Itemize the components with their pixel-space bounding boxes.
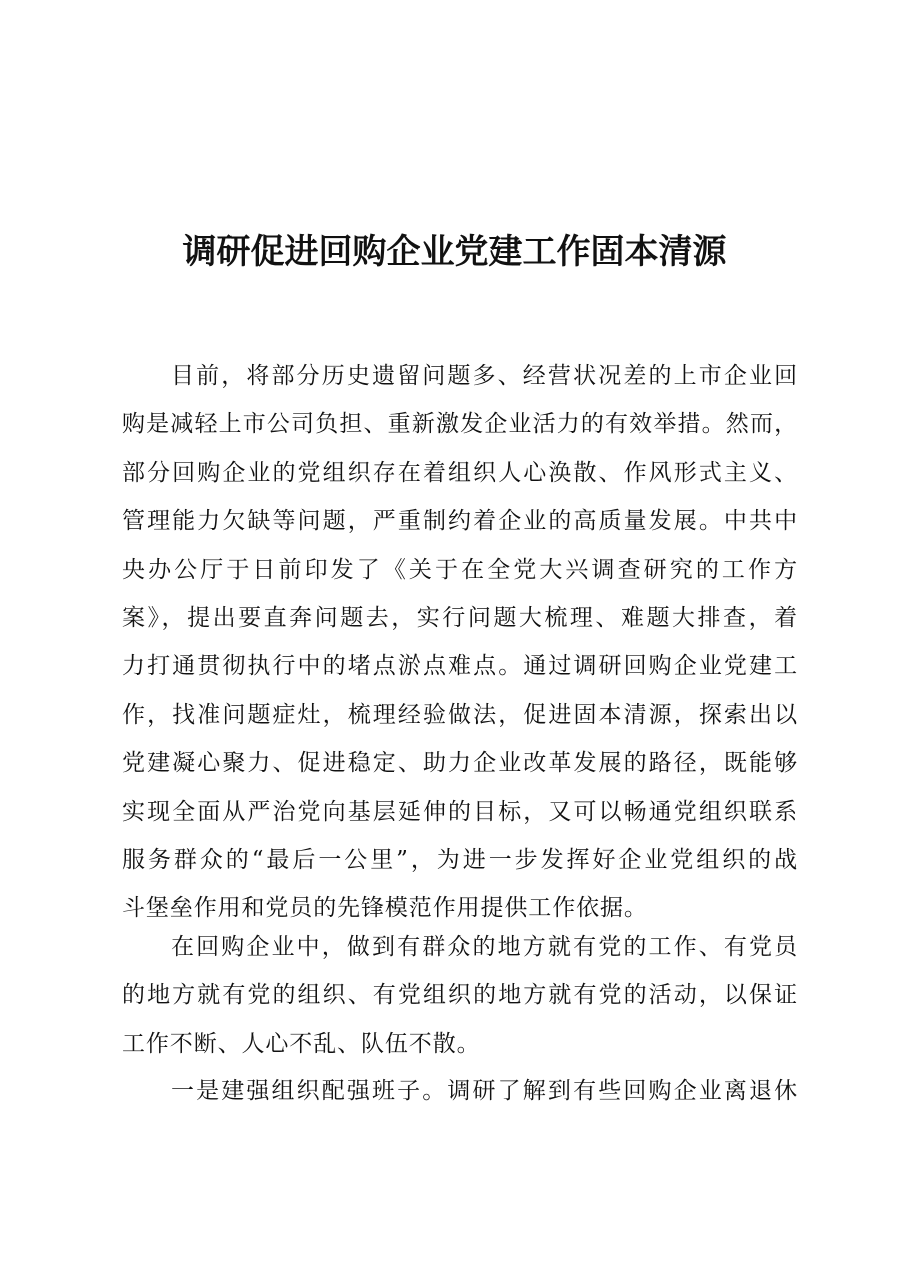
paragraph-line: 部分回购企业的党组织存在着组织人心涣散、作风形式主义、 <box>122 459 798 486</box>
paragraph-line: 案》，提出要直奔问题去，实行问题大梳理、难题大排查，着 <box>122 604 798 631</box>
paragraph-line: 一是建强组织配强班子。调研了解到有些回购企业离退休 <box>171 1078 798 1104</box>
paragraph-line: 工作不断、人心不乱、队伍不散。 <box>122 1030 481 1057</box>
paragraph-line: 购是减轻上市公司负担、重新激发企业活力的有效举措。然而， <box>122 411 798 438</box>
paragraph-line: 管理能力欠缺等问题，严重制约着企业的高质量发展。中共中 <box>122 508 798 535</box>
paragraph-line: 实现全面从严治党向基层延伸的目标，又可以畅通党组织联系 <box>122 798 798 825</box>
paragraph-point-one <box>122 1067 798 1115</box>
paragraph-line: 的地方就有党的组织、有党组织的地方就有党的活动，以保证 <box>122 982 798 1009</box>
paragraph-line: 目前，将部分历史遗留问题多、经营状况差的上市企业回 <box>171 363 798 389</box>
paragraph-line: 服务群众的“最后一公里”，为进一步发挥好企业党组织的战 <box>122 846 798 873</box>
paragraph-line: 央办公厅于日前印发了《关于在全党大兴调查研究的工作方 <box>122 556 798 583</box>
paragraph-line: 作，找准问题症灶，梳理经验做法，促进固本清源，探索出以 <box>122 701 798 728</box>
paragraph-line: 斗堡垒作用和党员的先锋模范作用提供工作依据。 <box>122 895 648 922</box>
paragraph-line: 力打通贯彻执行中的堵点淤点难点。通过调研回购企业党建工 <box>122 653 798 680</box>
paragraph-line: 在回购企业中，做到有群众的地方就有党的工作、有党员 <box>171 934 798 960</box>
paragraph-intro <box>122 352 798 933</box>
document-title: 调研促进回购企业党建工作固本清源 <box>182 232 727 272</box>
paragraph-line: 党建凝心聚力、促进稳定、助力企业改革发展的路径，既能够 <box>122 750 798 777</box>
paragraph-principle <box>122 923 798 1068</box>
